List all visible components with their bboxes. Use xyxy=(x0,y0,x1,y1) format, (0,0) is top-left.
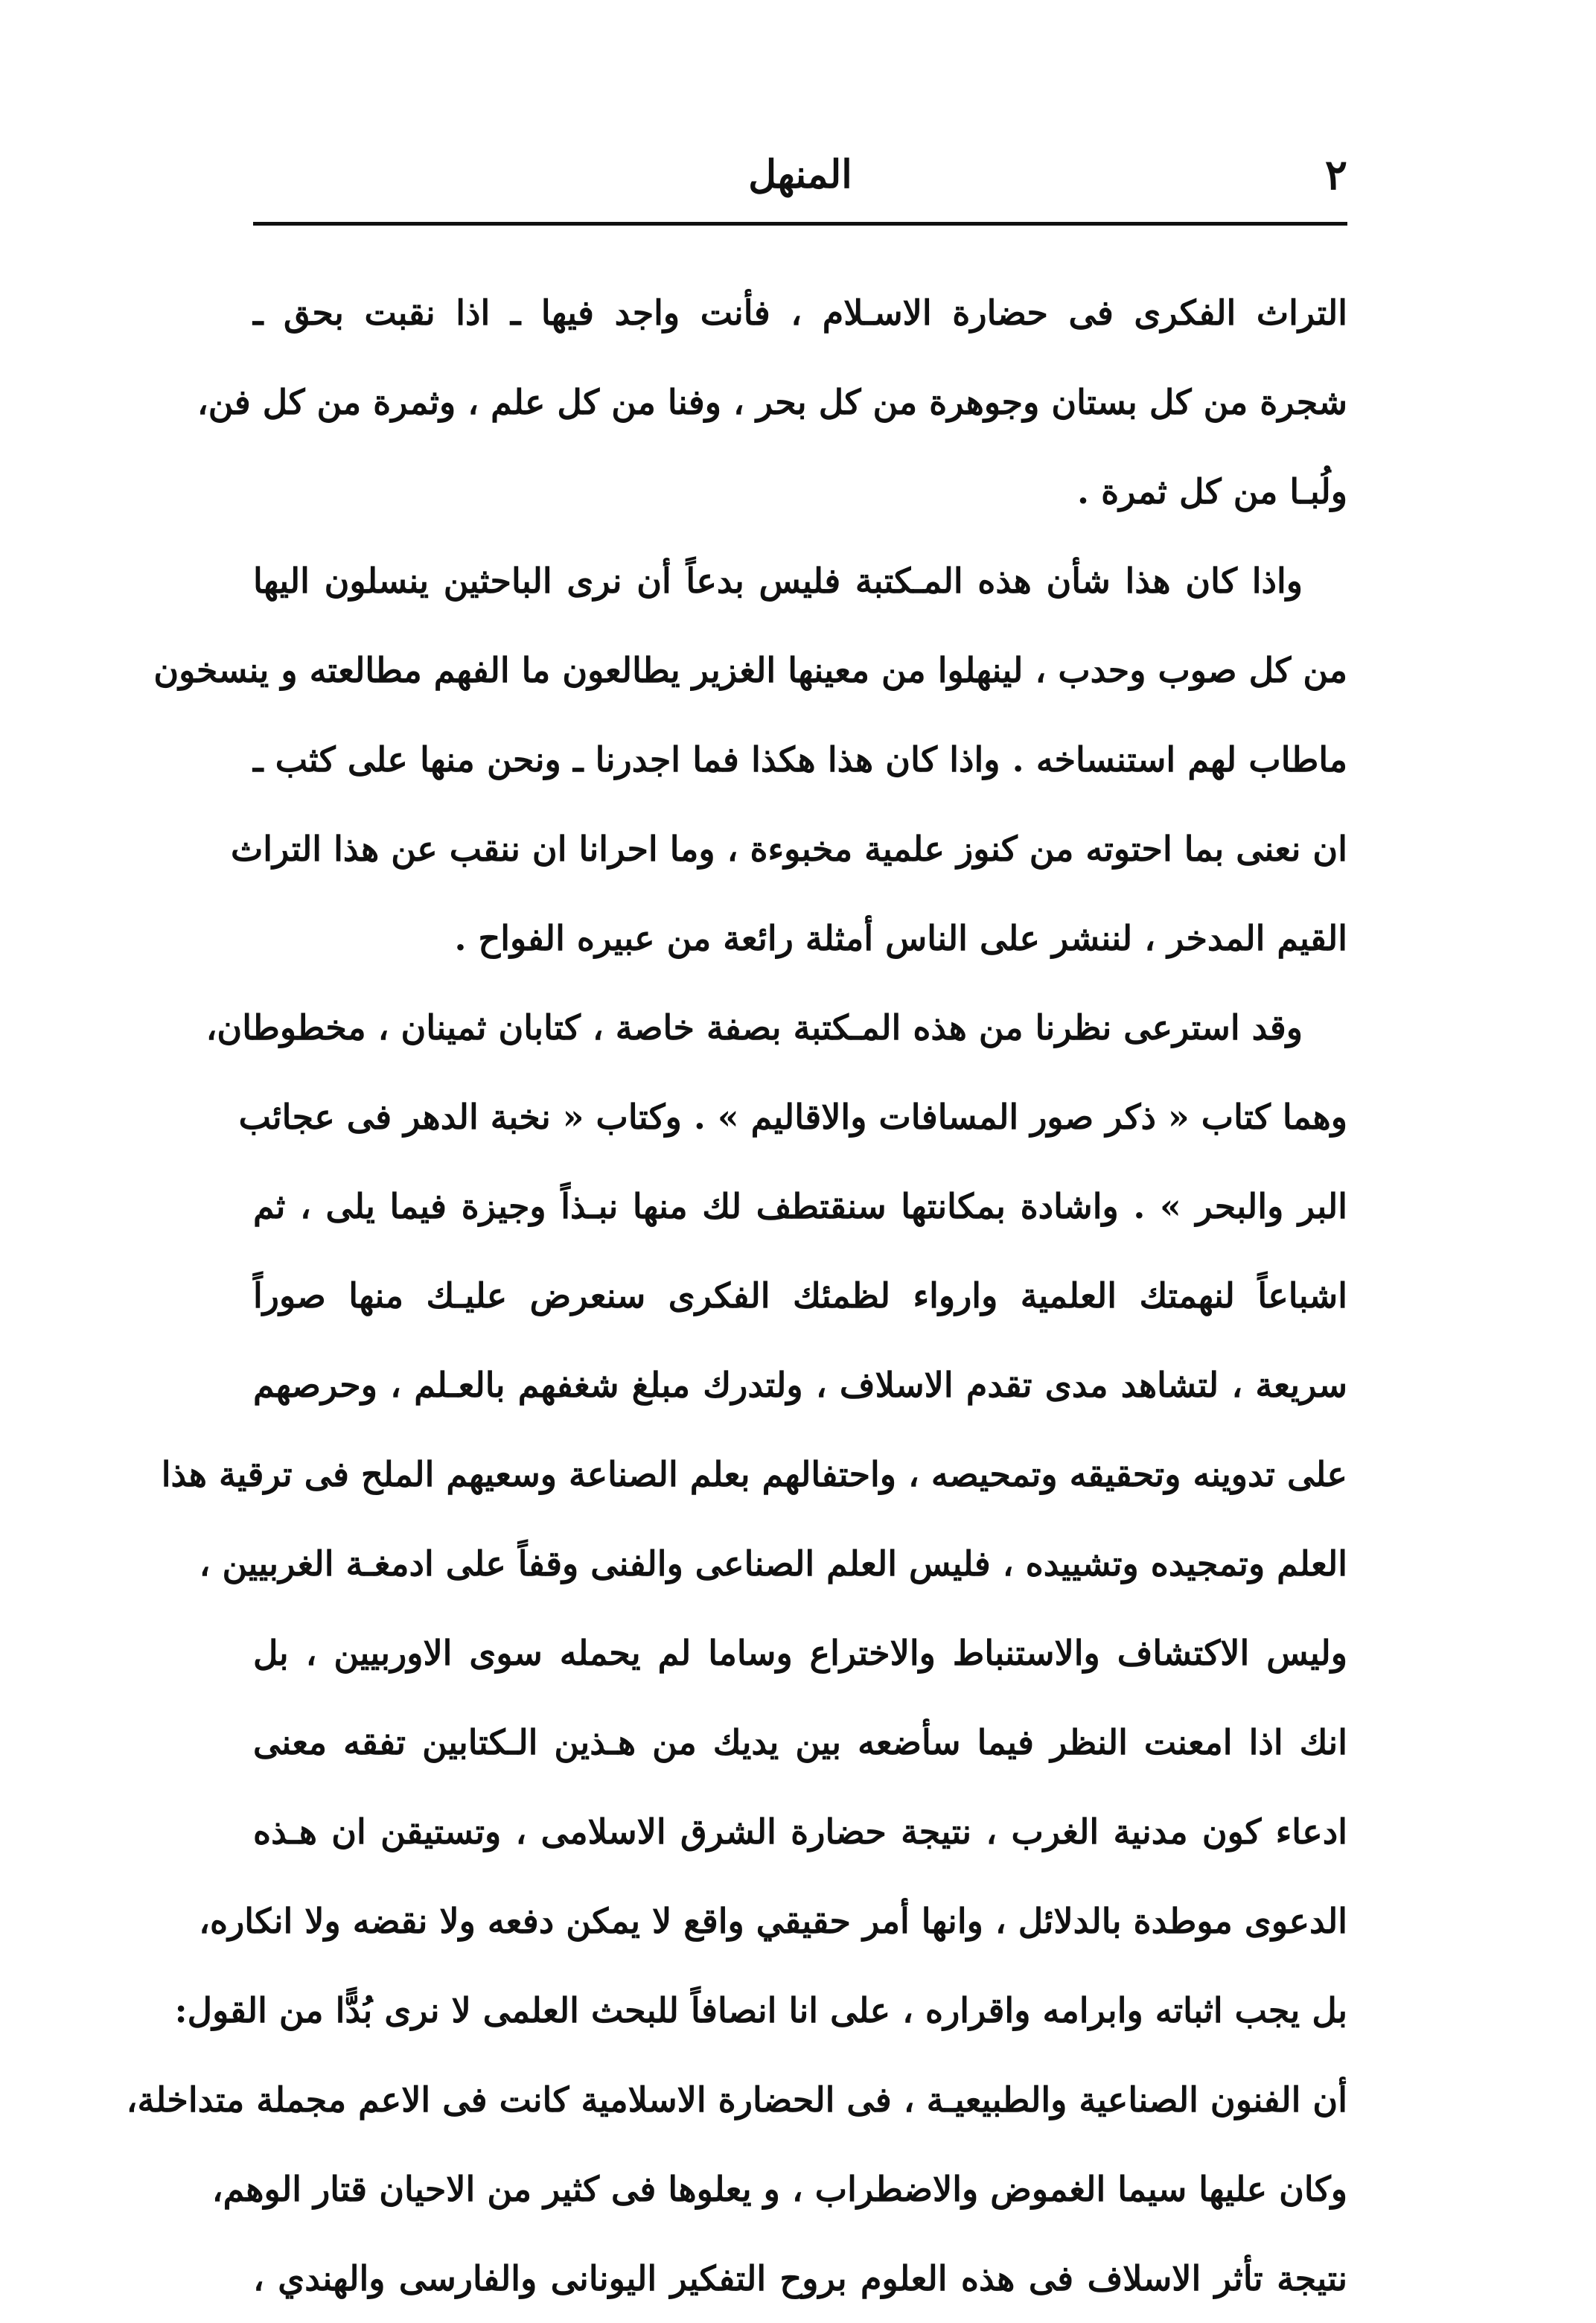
text-line: شجرة من كل بستان وجوهرة من كل بحر ، وفنا من كل علم ، وثمرة من كل فن، xyxy=(197,382,1347,422)
text-line: واذا كان هذا شأن هذه المـكتبة فليس بدعاً أن نرى الباحثين ينسلون اليها xyxy=(253,561,1303,601)
text-line: وكان عليها سيما الغموض والاضطراب ، و يعلوها فى كثير من الاحيان قتار الوهم، xyxy=(211,2169,1347,2209)
text-line: ادعاء كون مدنية الغرب ، نتيجة حضارة الشرق الاسلامى ، وتستيقن ان هـذه xyxy=(253,1811,1347,1852)
text-line: انك اذا امعنت النظر فيما سأضعه بين يديك من هـذين الـكتابين تفقه معنى xyxy=(253,1722,1347,1762)
header-rule xyxy=(253,222,1347,226)
text-line: ماطاب لهم استنساخه . واذا كان هذا هكذا فما اجدرنا ـ ونحن منها على كثب ـ xyxy=(253,739,1347,780)
text-line: من كل صوب وحدب ، لينهلوا من معينها الغزير يطالعون ما الفهم مطالعته و ينسخون xyxy=(153,650,1347,690)
page-number: ٢ xyxy=(1324,150,1347,200)
text-line: وهما كتاب « ذكر صور المسافات والاقاليم » . وكتاب « نخبة الدهر فى عجائب xyxy=(238,1097,1347,1137)
text-line: التراث الفكرى فى حضارة الاسـلام ، فأنت واجد فيها ـ اذا نقبت بحق ـ xyxy=(253,293,1347,333)
text-line: بل يجب اثباته وابرامه واقراره ، على انا انصافاً للبحث العلمى لا نرى بُدًّا من القول: xyxy=(174,1990,1347,2030)
text-line: الدعوى موطدة بالدلائل ، وانها أمر حقيقي واقع لا يمكن دفعه ولا نقضه ولا انكاره، xyxy=(199,1901,1347,1941)
text-line: ان نعنى بما احتوته من كنوز علمية مخبوءة ، وما احرانا ان ننقب عن هذا التراث xyxy=(230,829,1347,869)
text-line: القيم المدخر ، لننشر على الناس أمثلة رائعة من عبيره الفواح . xyxy=(454,918,1347,958)
running-title: المنهل xyxy=(748,152,852,197)
text-line: على تدوينه وتحقيقه وتمحيصه ، واحتفالهم بعلم الصناعة وسعيهم الملح فى ترقية هذا xyxy=(161,1454,1347,1494)
text-line: وليس الاكتشاف والاستنباط والاختراع وساما لم يحمله سوى الاوربيين ، بل xyxy=(253,1633,1347,1673)
text-line: ولُبـا من كل ثمرة . xyxy=(1077,471,1347,512)
text-line: سريعة ، لتشاهد مدى تقدم الاسلاف ، ولتدرك مبلغ شغفهم بالعـلم ، وحرصهم xyxy=(253,1365,1347,1405)
page-header xyxy=(253,141,1347,208)
body-text xyxy=(126,268,1347,2323)
text-line: اشباعاً لنهمتك العلمية وارواء لظمئك الفكرى سنعرض عليـك منها صوراً xyxy=(253,1275,1347,1316)
text-line: نتيجة تأثر الاسلاف فى هذه العلوم بروح التفكير اليونانى والفارسى والهندي ، xyxy=(253,2258,1347,2298)
text-line: أن الفنون الصناعية والطبيعيـة ، فى الحضارة الاسلامية كانت فى الاعم مجملة متداخلة، xyxy=(126,2080,1347,2120)
text-line: وقد استرعى نظرنا من هذه المـكتبة بصفة خاصة ، كتابان ثمينان ، مخطوطان، xyxy=(205,1007,1303,1048)
text-line: البر والبحر » . واشادة بمكانتها سنقتطف لك منها نبـذاً وجيزة فيما يلى ، ثم xyxy=(253,1186,1347,1226)
text-line: العلم وتمجيده وتشييده ، فليس العلم الصناعى والفنى وقفاً على ادمغـة الغربيين ، xyxy=(199,1543,1347,1584)
